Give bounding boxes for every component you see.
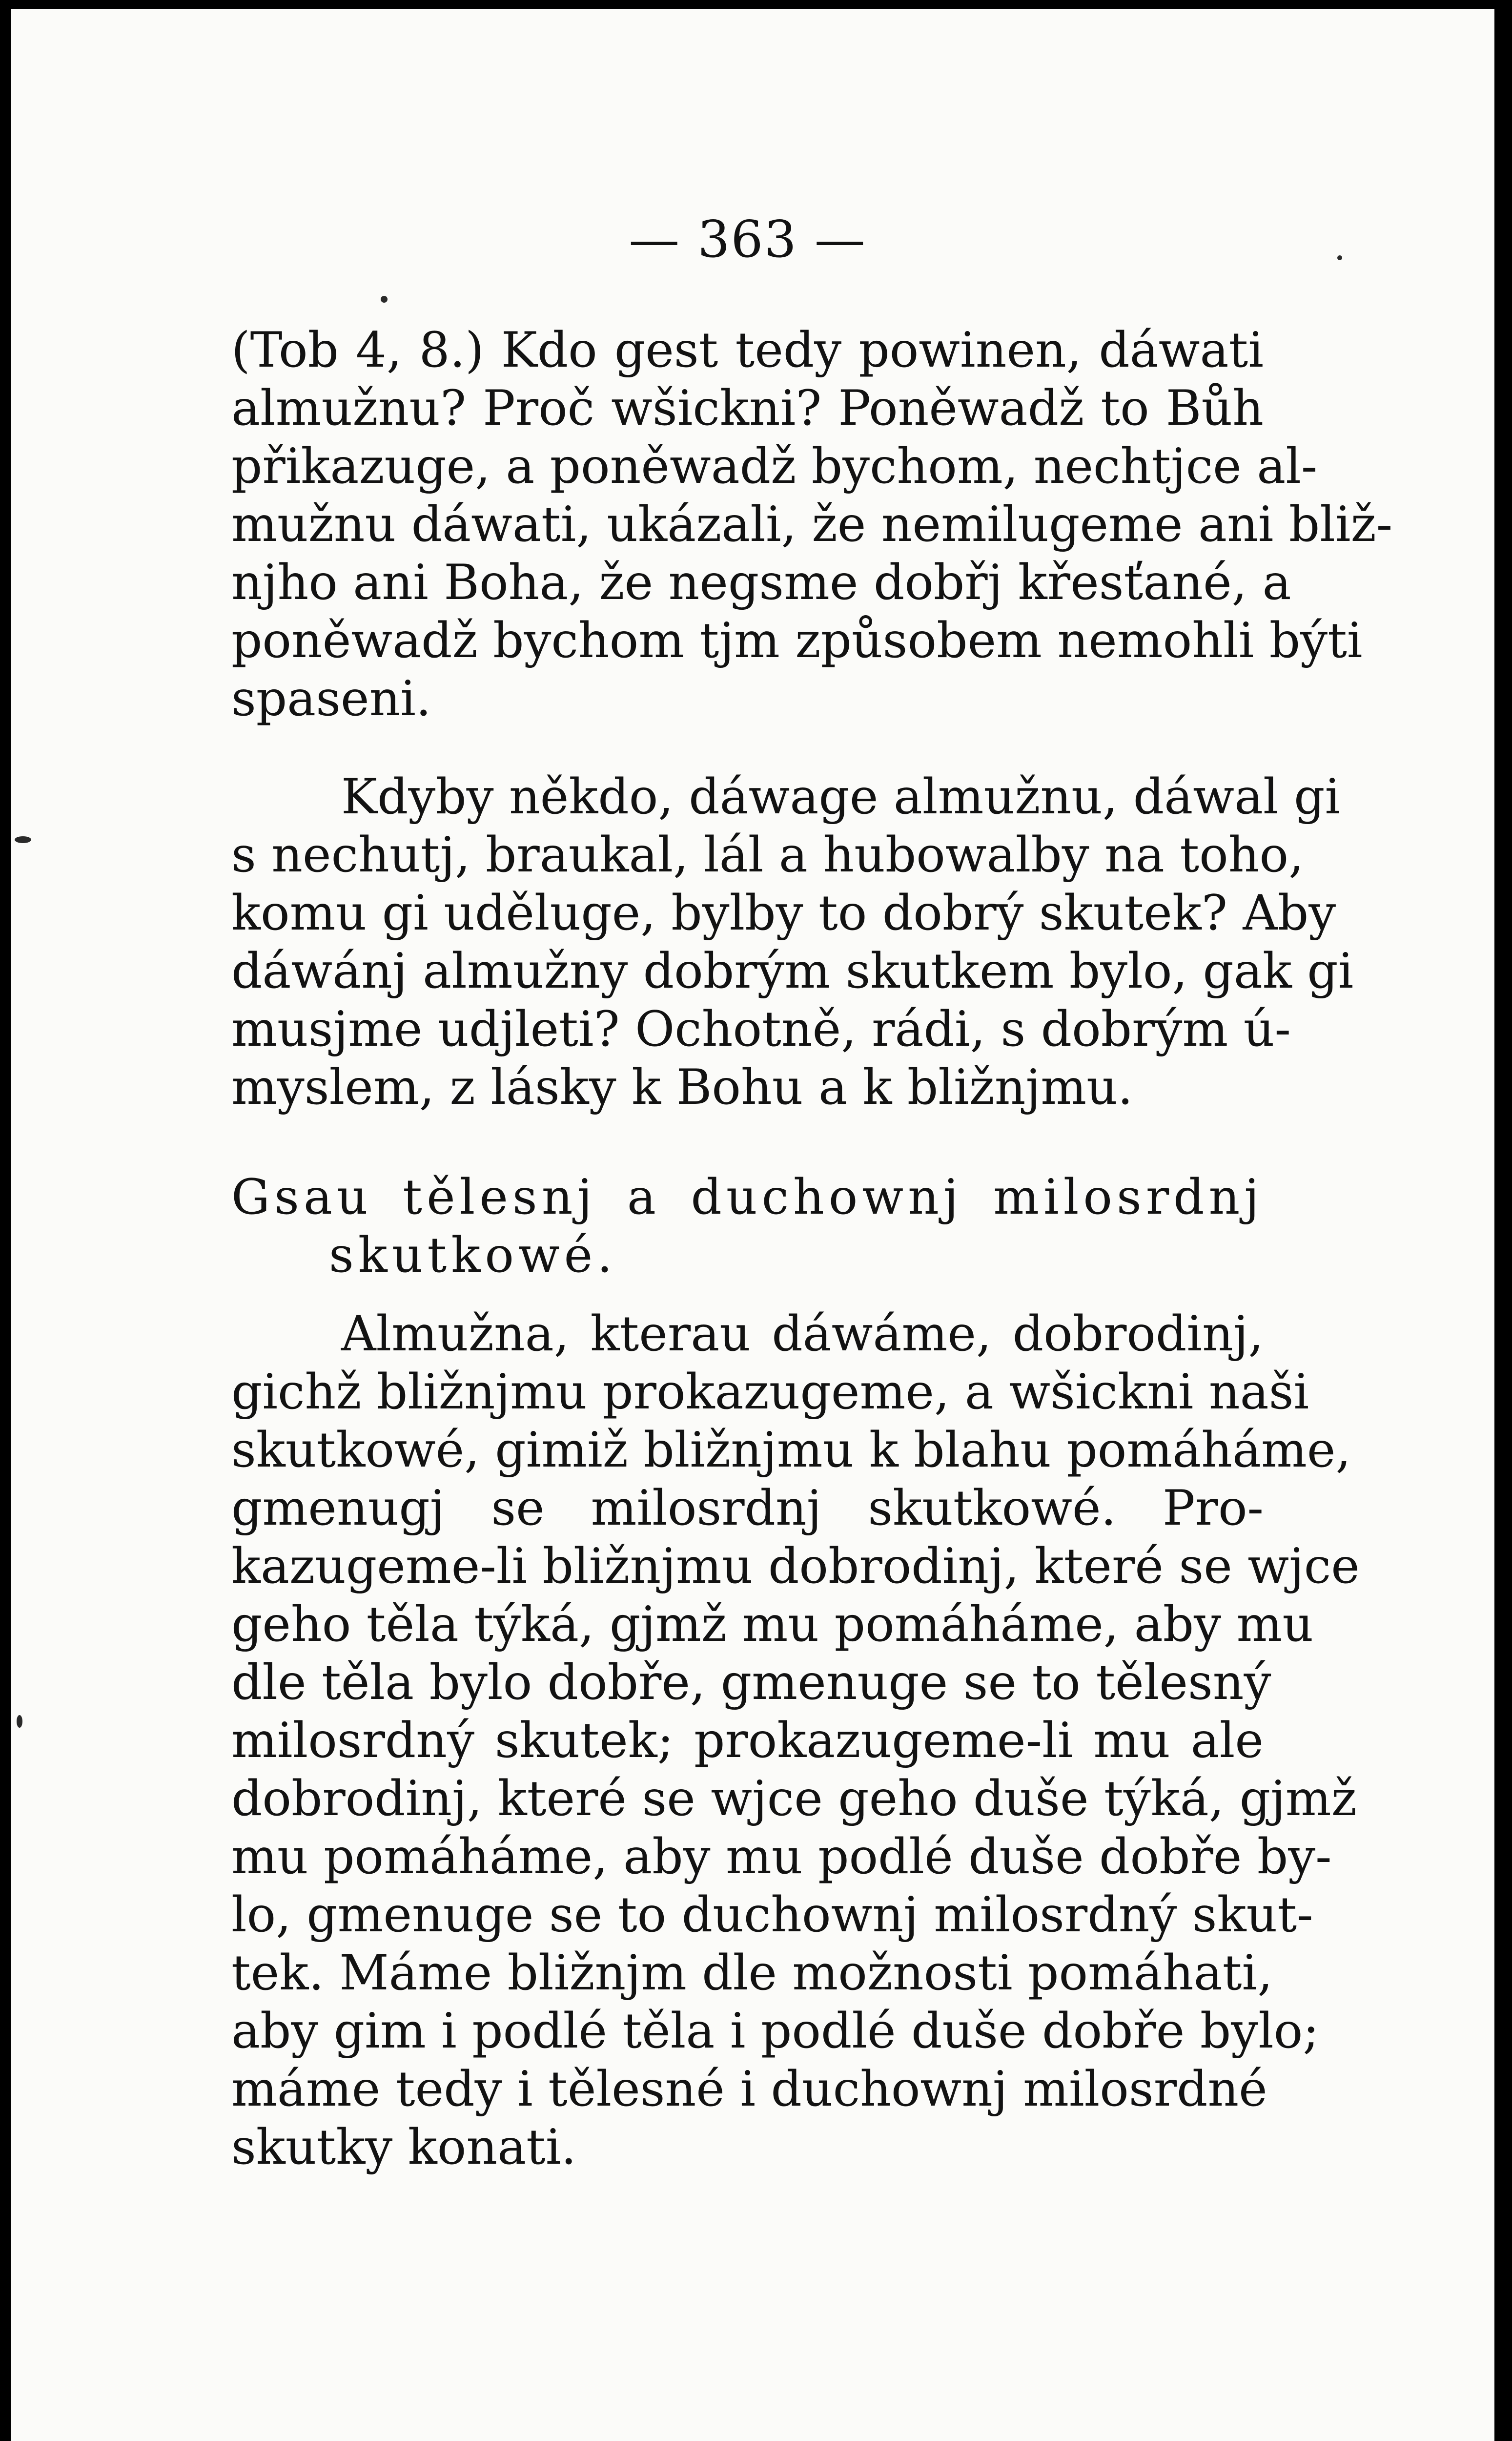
text-line: mu pomáháme, aby mu podlé duše dobře by- <box>231 1829 1332 1885</box>
text-line: geho těla týká, gjmž mu pomáháme, aby mu <box>231 1596 1314 1653</box>
scan-speck <box>1337 255 1342 260</box>
text-line: dáwánj almužny dobrým skutkem bylo, gak gi <box>231 943 1354 999</box>
text-line: přikazuge, a poněwadž bychom, nechtjce al- <box>231 438 1318 495</box>
text-line: s nechutj, braukal, lál a hubowalby na toho, <box>231 827 1304 883</box>
text-line: dle těla bylo dobře, gmenuge se to tělesný <box>231 1655 1271 1711</box>
text-line: máme tedy i tělesné i duchownj milosrdné <box>231 2061 1267 2117</box>
text-line: gmenugj se milosrdnj skutkowé. Pro- <box>231 1480 1264 1536</box>
paragraph-giving-willingly <box>231 768 1354 1117</box>
text-line: aby gim i podlé těla i podlé duše dobře bylo; <box>231 2003 1319 2059</box>
heading-line: skutkowé. <box>329 1227 617 1283</box>
scan-speck <box>17 1715 22 1728</box>
text-line: milosrdný skutek; prokazugeme-li mu ale <box>231 1713 1264 1769</box>
text-line: poněwadž bychom tjm způsobem nemohli býti <box>231 613 1363 669</box>
book-page <box>11 9 1494 2441</box>
scan-speck <box>15 836 31 843</box>
text-line: lo, gmenuge se to duchownj milosrdný skut- <box>231 1887 1313 1943</box>
text-line: komu gi uděluge, bylby to dobrý skutek? Aby <box>231 885 1336 941</box>
text-line: njho ani Boha, že negsme dobřj křesťané, a <box>231 555 1291 611</box>
text-line: kazugeme-li bližnjmu dobrodinj, které se wjce <box>231 1538 1360 1594</box>
heading-line: Gsau tělesnj a duchownj milosrdnj <box>231 1169 1264 1225</box>
page-number: — 363 — <box>629 209 866 269</box>
text-line: gichž bližnjmu prokazugeme, a wšickni naši <box>231 1364 1309 1420</box>
text-line: skutkowé, gimiž bližnjmu k blahu pomáháme, <box>231 1422 1351 1478</box>
scan-speck <box>381 296 388 303</box>
paragraph-almsgiving-reasons <box>231 321 1393 728</box>
text-line: Almužna, kterau dáwáme, dobrodinj, <box>341 1306 1264 1362</box>
text-line: Kdyby někdo, dáwage almužnu, dáwal gi <box>341 769 1341 825</box>
text-line: almužnu? Proč wšickni? Poněwadž to Bůh <box>231 380 1264 436</box>
text-line: (Tob 4, 8.) Kdo gest tedy powinen, dáwati <box>231 322 1264 378</box>
text-line: tek. Máme bližnjm dle možnosti pomáhati, <box>231 1945 1273 2001</box>
text-line: dobrodinj, které se wjce geho duše týká, gjmž <box>231 1771 1357 1827</box>
text-line: skutky konati. <box>231 2119 577 2175</box>
text-line: spaseni. <box>231 671 431 727</box>
text-line: musjme udjleti? Ochotně, rádi, s dobrým ú- <box>231 1001 1291 1057</box>
paragraph-works-of-mercy <box>231 1305 1360 2176</box>
text-line: mužnu dáwati, ukázali, že nemilugeme ani bliž- <box>231 496 1393 553</box>
text-line: myslem, z lásky k Bohu a k bližnjmu. <box>231 1059 1133 1116</box>
section-heading <box>231 1168 1264 1284</box>
